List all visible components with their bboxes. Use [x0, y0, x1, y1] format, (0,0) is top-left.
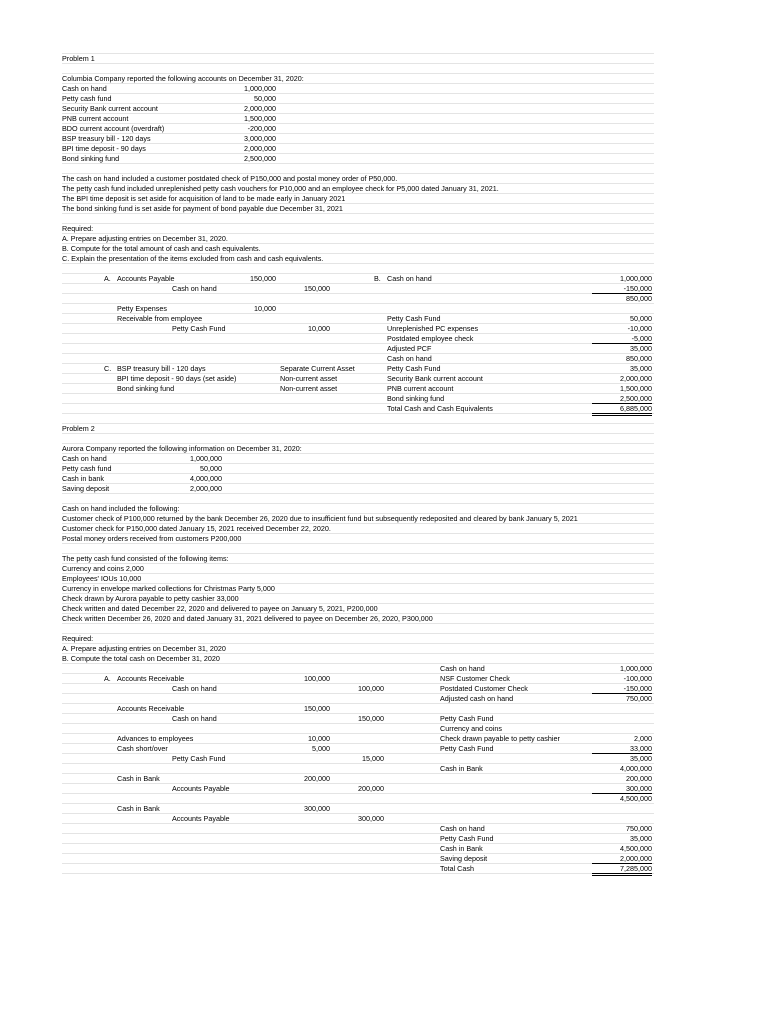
excluded-item: BPI time deposit - 90 days (set aside) [117, 374, 237, 383]
computation-label: Total Cash [440, 864, 474, 873]
journal-debit: Advances to employees [117, 734, 194, 743]
problem-2-note: Currency and coins 2,000 [62, 564, 144, 573]
computation-amount: -100,000 [623, 674, 652, 683]
account-amount: -200,000 [247, 124, 276, 133]
journal-debit: Accounts Receivable [117, 674, 185, 683]
computation-label: Postdated Customer Check [440, 684, 528, 693]
credit-amount: 150,000 [304, 284, 330, 293]
journal-credit: Accounts Payable [172, 784, 230, 793]
item-classification: Separate Current Asset [280, 364, 355, 373]
computation-label: Cash in Bank [440, 844, 483, 853]
gridline [62, 423, 654, 424]
gridline [62, 393, 654, 394]
gridline [62, 433, 654, 434]
computation-amount: 35,000 [630, 364, 652, 373]
account-amount: 1,000,000 [190, 454, 222, 463]
entry-prefix: A. [104, 674, 111, 683]
credit-amount: 300,000 [358, 814, 384, 823]
journal-debit: Cash short/over [117, 744, 168, 753]
account-amount: 1,500,000 [244, 114, 276, 123]
journal-debit: Cash in Bank [117, 804, 160, 813]
computation-label: Cash on hand [387, 274, 432, 283]
gridline [62, 573, 654, 574]
entry-prefix: B. [374, 274, 381, 283]
computation-amount: -5,000 [592, 334, 652, 344]
gridline [62, 663, 654, 664]
computation-amount: 300,000 [592, 784, 652, 794]
gridline [62, 53, 654, 54]
account-label: BSP treasury bill - 120 days [62, 134, 151, 143]
computation-label: Petty Cash Fund [440, 714, 494, 723]
computation-amount: 33,000 [592, 744, 652, 754]
problem-2-note: Check written and dated December 22, 2020 and delivered to payee on January 5, 2021, P200,000 [62, 604, 378, 613]
gridline [62, 723, 654, 724]
gridline [62, 453, 654, 454]
computation-label: Currency and coins [440, 724, 502, 733]
required-item: B. Compute the total cash on December 31, 2020 [62, 654, 220, 663]
gridline [62, 543, 654, 544]
problem-1-note: The BPI time deposit is set aside for acquisition of land to be made early in January 2021 [62, 194, 346, 203]
problem-1-note: The petty cash fund included unreplenished petty cash vouchers for P10,000 and an employee check for P5,000 dated January 31, 2021. [62, 184, 499, 193]
gridline [62, 83, 654, 84]
problem-2-note: Currency in envelope marked collections for Christmas Party 5,000 [62, 584, 275, 593]
account-amount: 50,000 [200, 464, 222, 473]
problem-2-note: The petty cash fund consisted of the following items: [62, 554, 229, 563]
gridline [62, 333, 654, 334]
computation-amount: 4,500,000 [620, 794, 652, 803]
computation-amount: 4,500,000 [620, 844, 652, 853]
gridline [62, 163, 654, 164]
gridline [62, 793, 654, 794]
excluded-item: BSP treasury bill - 120 days [117, 364, 206, 373]
gridline [62, 263, 654, 264]
credit-amount: 15,000 [362, 754, 384, 763]
gridline [62, 483, 654, 484]
computation-amount: -10,000 [627, 324, 652, 333]
debit-amount: 150,000 [250, 274, 276, 283]
debit-amount: 200,000 [304, 774, 330, 783]
gridline [62, 353, 654, 354]
computation-amount: 35,000 [630, 344, 652, 353]
gridline [62, 623, 654, 624]
journal-credit: Cash on hand [172, 284, 217, 293]
journal-credit: Petty Cash Fund [172, 324, 226, 333]
computation-label: Saving deposit [440, 854, 488, 863]
gridline [62, 693, 654, 694]
computation-amount: 2,000 [634, 734, 652, 743]
gridline [62, 153, 654, 154]
account-amount: 2,000,000 [244, 144, 276, 153]
computation-amount: 4,000,000 [620, 764, 652, 773]
gridline [62, 563, 654, 564]
journal-credit: Cash on hand [172, 684, 217, 693]
computation-label: NSF Customer Check [440, 674, 510, 683]
computation-label: Petty Cash Fund [440, 744, 494, 753]
item-classification: Non-current asset [280, 384, 338, 393]
gridline [62, 293, 654, 294]
entry-prefix: A. [104, 274, 111, 283]
problem-2-title: Problem 2 [62, 424, 95, 433]
gridline [62, 873, 654, 874]
required-item: B. Compute for the total amount of cash and cash equivalents. [62, 244, 261, 253]
computation-amount: 750,000 [626, 824, 652, 833]
computation-amount: 200,000 [626, 774, 652, 783]
computation-amount: 1,000,000 [620, 664, 652, 673]
account-label: Petty cash fund [62, 94, 112, 103]
journal-debit: Cash in Bank [117, 774, 160, 783]
computation-amount: -150,000 [592, 284, 652, 294]
account-label: Saving deposit [62, 484, 110, 493]
gridline [62, 403, 654, 404]
account-label: BPI time deposit - 90 days [62, 144, 146, 153]
computation-amount: 2,500,000 [592, 394, 652, 404]
gridline [62, 323, 654, 324]
gridline [62, 853, 654, 854]
computation-label: Cash on hand [387, 354, 432, 363]
computation-amount: 750,000 [626, 694, 652, 703]
computation-label: Cash on hand [440, 824, 485, 833]
computation-label: Bond sinking fund [387, 394, 445, 403]
problem-1-intro: Columbia Company reported the following accounts on December 31, 2020: [62, 74, 304, 83]
gridline [62, 823, 654, 824]
account-amount: 2,000,000 [190, 484, 222, 493]
excluded-item: Bond sinking fund [117, 384, 175, 393]
account-label: Cash on hand [62, 454, 107, 463]
gridline [62, 223, 654, 224]
gridline [62, 843, 654, 844]
gridline [62, 283, 654, 284]
computation-total: 7,285,000 [592, 864, 652, 876]
computation-label: Petty Cash Fund [387, 314, 441, 323]
required-label: Required: [62, 224, 94, 233]
account-label: Cash on hand [62, 84, 107, 93]
problem-1-title: Problem 1 [62, 54, 95, 63]
gridline [62, 213, 654, 214]
required-item: A. Prepare adjusting entries on December 31, 2020. [62, 234, 228, 243]
computation-amount: 35,000 [630, 834, 652, 843]
problem-2-note: Customer check for P150,000 dated January 15, 2021 received December 22, 2020. [62, 524, 331, 533]
account-amount: 50,000 [254, 94, 276, 103]
journal-credit: Cash on hand [172, 714, 217, 723]
problem-2-note: Cash on hand included the following: [62, 504, 180, 513]
computation-label: Postdated employee check [387, 334, 474, 343]
account-amount: 2,500,000 [244, 154, 276, 163]
computation-amount: 50,000 [630, 314, 652, 323]
journal-debit: Receivable from employee [117, 314, 203, 323]
gridline [62, 863, 654, 864]
problem-2-intro: Aurora Company reported the following information on December 31, 2020: [62, 444, 302, 453]
problem-2-note: Postal money orders received from customers P200,000 [62, 534, 242, 543]
computation-label: Unreplenished PC expenses [387, 324, 479, 333]
debit-amount: 300,000 [304, 804, 330, 813]
gridline [62, 143, 654, 144]
account-label: PNB current account [62, 114, 129, 123]
problem-2-note: Check written December 26, 2020 and dated January 31, 2021 delivered to payee on December 26, 2020, P300,000 [62, 614, 433, 623]
gridline [62, 343, 654, 344]
account-label: BDO current account (overdraft) [62, 124, 165, 133]
journal-debit: Petty Expenses [117, 304, 167, 313]
credit-amount: 150,000 [358, 714, 384, 723]
computation-amount: 1,000,000 [620, 274, 652, 283]
debit-amount: 10,000 [308, 734, 330, 743]
account-label: Cash in bank [62, 474, 104, 483]
account-label: Security Bank current account [62, 104, 158, 113]
journal-debit: Accounts Receivable [117, 704, 185, 713]
computation-label: Adjusted cash on hand [440, 694, 514, 703]
account-amount: 1,000,000 [244, 84, 276, 93]
entry-prefix: C. [104, 364, 112, 373]
computation-total: 850,000 [626, 294, 652, 303]
gridline [62, 833, 654, 834]
journal-debit: Accounts Payable [117, 274, 175, 283]
problem-1-note: The cash on hand included a customer postdated check of P150,000 and postal money order of P50,000. [62, 174, 398, 183]
credit-amount: 200,000 [358, 784, 384, 793]
gridline [62, 413, 654, 414]
computation-label: Cash on hand [440, 664, 485, 673]
computation-label: Total Cash and Cash Equivalents [387, 404, 493, 413]
spreadsheet [62, 53, 654, 873]
required-item: A. Prepare adjusting entries on December 31, 2020 [62, 644, 226, 653]
gridline [62, 63, 654, 64]
computation-label: Petty Cash Fund [440, 834, 494, 843]
credit-amount: 100,000 [358, 684, 384, 693]
credit-amount: 10,000 [308, 324, 330, 333]
gridline [62, 473, 654, 474]
problem-2-note: Check drawn by Aurora payable to petty cashier 33,000 [62, 594, 239, 603]
required-label: Required: [62, 634, 94, 643]
gridline [62, 493, 654, 494]
debit-amount: 150,000 [304, 704, 330, 713]
computation-label: Adjusted PCF [387, 344, 432, 353]
debit-amount: 5,000 [312, 744, 330, 753]
account-amount: 3,000,000 [244, 134, 276, 143]
computation-amount: 1,500,000 [620, 384, 652, 393]
gridline [62, 633, 654, 634]
gridline [62, 93, 654, 94]
gridline [62, 463, 654, 464]
account-label: Petty cash fund [62, 464, 112, 473]
computation-amount: 850,000 [626, 354, 652, 363]
account-amount: 2,000,000 [244, 104, 276, 113]
computation-amount: 2,000,000 [592, 854, 652, 864]
problem-2-note: Customer check of P100,000 returned by the bank December 26, 2020 due to insufficient fund but subsequently redeposited and cleared by bank January 5, 2021 [62, 514, 578, 523]
account-amount: 4,000,000 [190, 474, 222, 483]
gridline [62, 763, 654, 764]
computation-amount: -150,000 [592, 684, 652, 694]
computation-amount: 2,000,000 [620, 374, 652, 383]
debit-amount: 10,000 [254, 304, 276, 313]
gridline [62, 113, 654, 114]
problem-1-note: The bond sinking fund is set aside for payment of bond payable due December 31, 2021 [62, 204, 343, 213]
journal-credit: Petty Cash Fund [172, 754, 226, 763]
computation-label: Cash in Bank [440, 764, 483, 773]
computation-label: Security Bank current account [387, 374, 483, 383]
debit-amount: 100,000 [304, 674, 330, 683]
required-item: C. Explain the presentation of the items excluded from cash and cash equivalents. [62, 254, 324, 263]
item-classification: Non-current asset [280, 374, 338, 383]
computation-total: 6,885,000 [592, 404, 652, 416]
journal-credit: Accounts Payable [172, 814, 230, 823]
computation-label: Petty Cash Fund [387, 364, 441, 373]
computation-label: PNB current account [387, 384, 454, 393]
problem-2-note: Employees' IOUs 10,000 [62, 574, 142, 583]
account-label: Bond sinking fund [62, 154, 120, 163]
computation-label: Check drawn payable to petty cashier [440, 734, 560, 743]
computation-amount: 35,000 [630, 754, 652, 763]
